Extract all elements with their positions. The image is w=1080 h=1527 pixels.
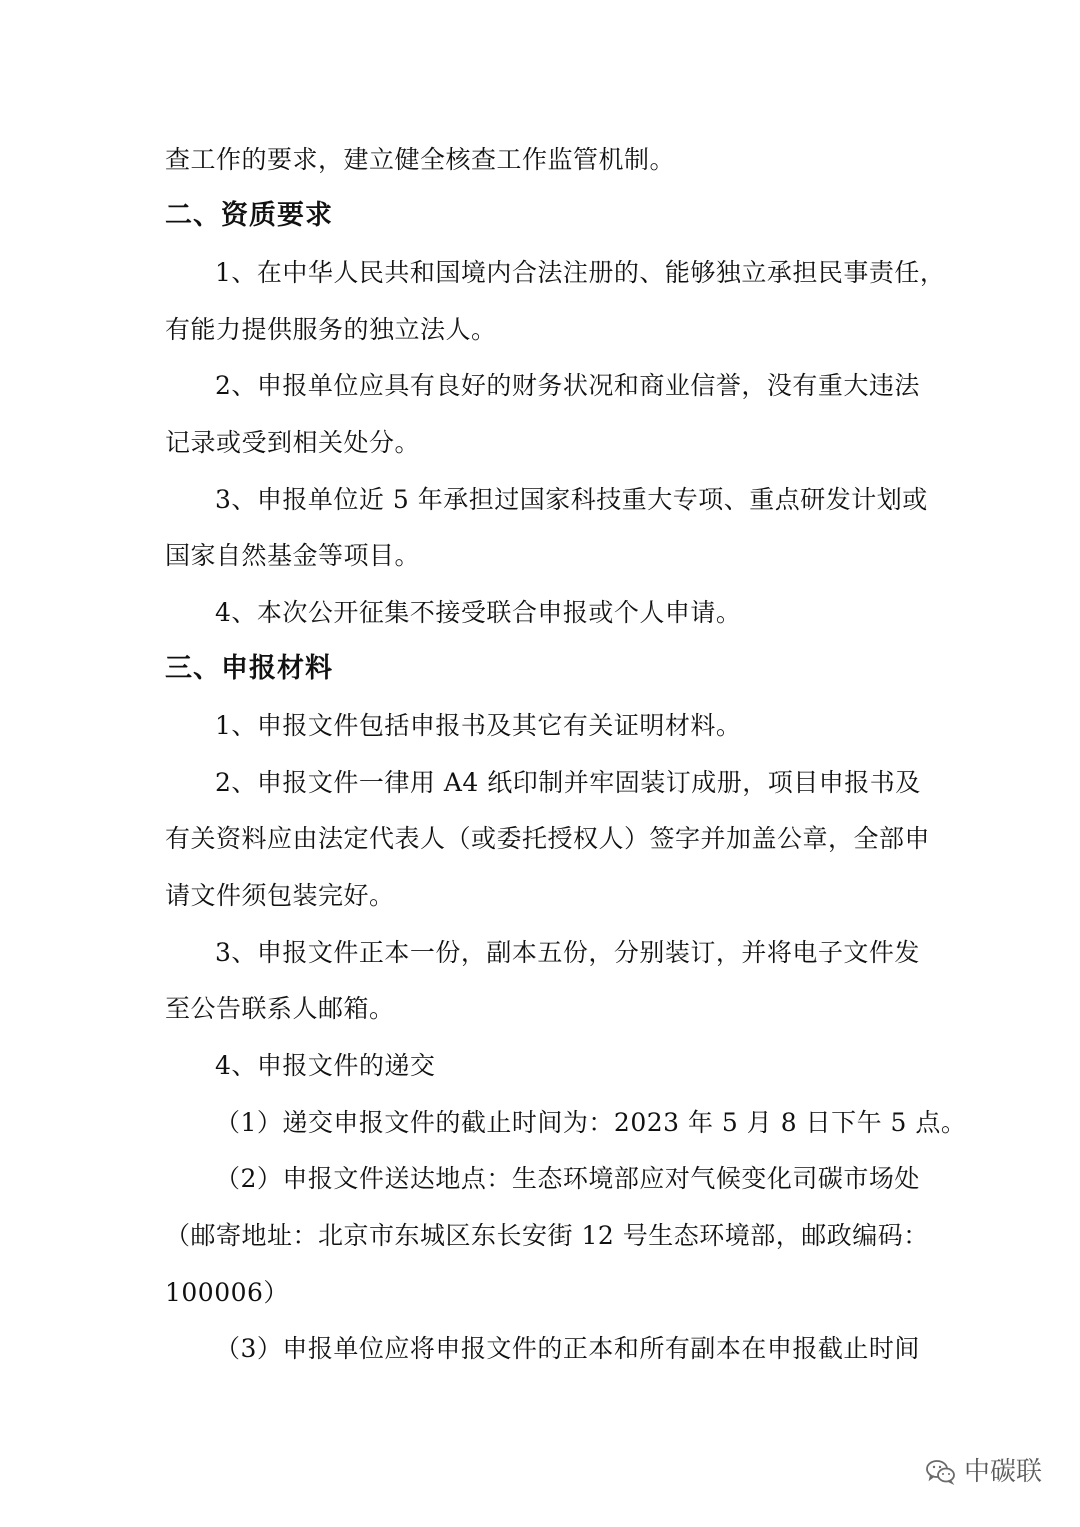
- paragraph-line: 3、申报文件正本一份，副本五份，分别装订，并将电子文件发: [215, 938, 920, 967]
- watermark-text: 中碳联: [963, 1457, 1042, 1487]
- watermark: [926, 1457, 1042, 1487]
- paragraph-line: （2）申报文件送达地点：生态环境部应对气候变化司碳市场处: [215, 1164, 920, 1193]
- paragraph-line: 有能力提供服务的独立法人。: [165, 315, 497, 344]
- paragraph-line: 查工作的要求，建立健全核查工作监管机制。: [165, 145, 676, 174]
- wechat-icon: [926, 1459, 956, 1485]
- paragraph-line: 记录或受到相关处分。: [165, 428, 421, 457]
- paragraph-line: 4、本次公开征集不接受联合申报或个人申请。: [215, 598, 742, 627]
- paragraph-line: （1）递交申报文件的截止时间为：2023 年 5 月 8 日下午 5 点。: [215, 1108, 967, 1137]
- paragraph-line: 国家自然基金等项目。: [165, 541, 421, 570]
- paragraph-line: 1、申报文件包括申报书及其它有关证明材料。: [215, 711, 742, 740]
- paragraph-line: （3）申报单位应将申报文件的正本和所有副本在申报截止时间: [215, 1334, 920, 1363]
- paragraph-line: 2、申报文件一律用 A4 纸印制并牢固装订成册，项目申报书及: [215, 768, 921, 797]
- section-heading-qualifications: 二、资质要求: [165, 200, 333, 231]
- paragraph-line: 1、在中华人民共和国境内合法注册的、能够独立承担民事责任，: [215, 258, 946, 287]
- paragraph-line: 2、申报单位应具有良好的财务状况和商业信誉，没有重大违法: [215, 371, 920, 400]
- paragraph-line: 请文件须包装完好。: [165, 881, 395, 910]
- paragraph-line: 至公告联系人邮箱。: [165, 994, 395, 1023]
- paragraph-line: （邮寄地址：北京市东城区东长安街 12 号生态环境部，邮政编码：: [165, 1221, 929, 1250]
- paragraph-line: 3、申报单位近 5 年承担过国家科技重大专项、重点研发计划或: [215, 485, 928, 514]
- paragraph-line: 100006）: [165, 1278, 289, 1307]
- section-heading-materials: 三、申报材料: [165, 653, 333, 684]
- paragraph-line: 有关资料应由法定代表人（或委托授权人）签字并加盖公章，全部申: [165, 824, 931, 853]
- paragraph-line: 4、申报文件的递交: [215, 1051, 436, 1080]
